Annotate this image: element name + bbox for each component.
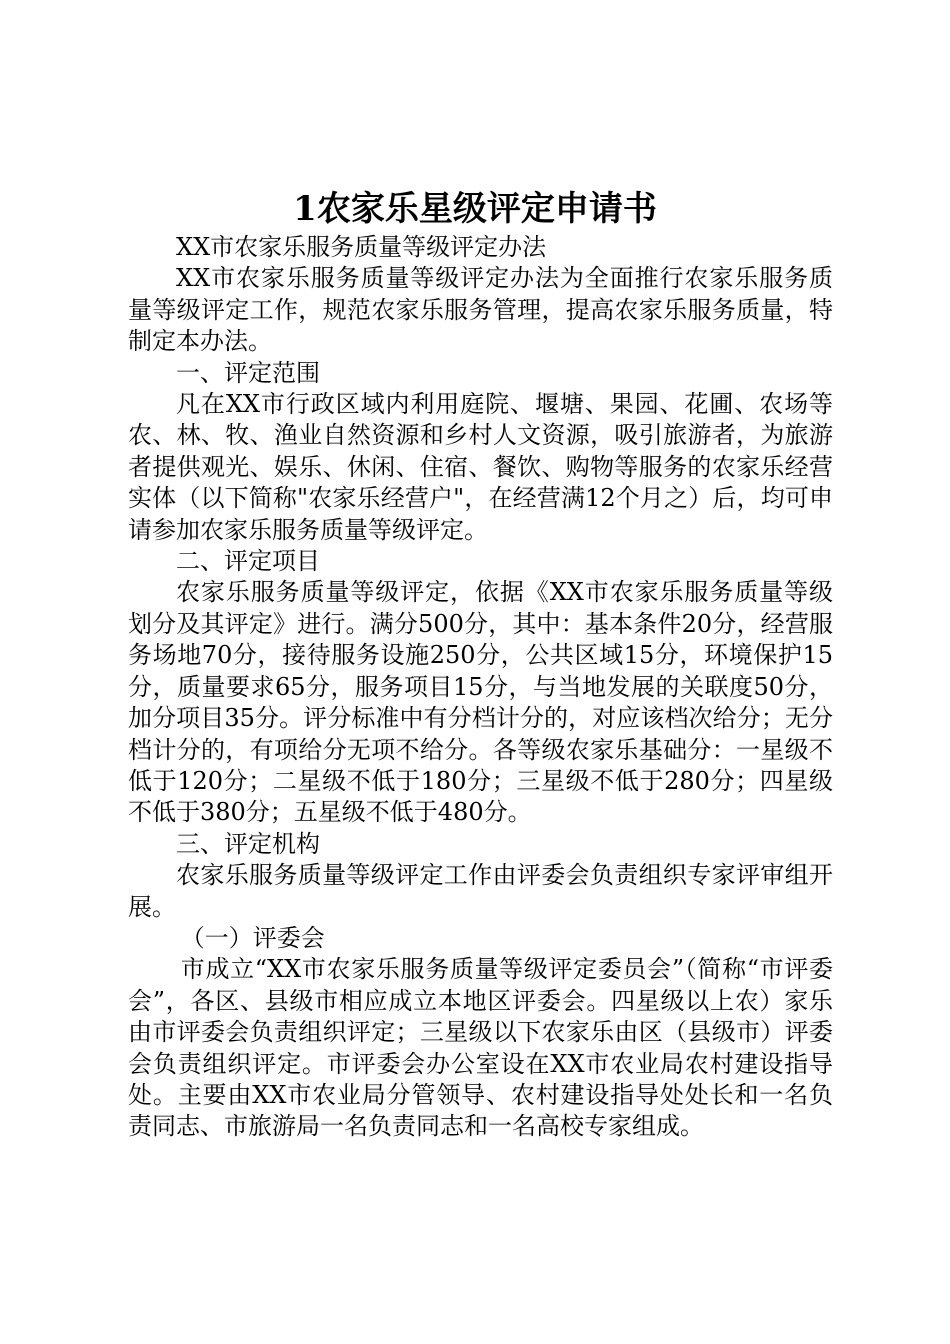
paragraph-items: 农家乐服务质量等级评定，依据《XX市农家乐服务质量等级划分及其评定》进行。满分500分，其中：基本条件20分，经营服务场地70分，接待服务设施250分，公共区域15分，环境保护15分，质量要求65分，服务项目15分，与当地发展的关联度50分，加分项目35分。评分标准中有分档计分的，对应该档次给分；无分档计分的，有项给分无项不给分。各等级农家乐基础分：一星级不低于120分；二星级不低于180分；三星级不低于280分；四星级不低于380分；五星级不低于480分。 (128, 578, 833, 827)
paragraph-committee: 市成立“XX市农家乐服务质量等级评定委员会”（简称“市评委会”，各区、县级市相应成立本地区评委会。四星级以上农）家乐由市评委会负责组织评定；三星级以下农家乐由区（县级市）评委会负责组织评定。市评委会办公室设在XX市农业局农村建设指导处。主要由XX市农业局分管领导、农村建设指导处处长和一名负责同志、市旅游局一名负责同志和一名高校专家组成。 (128, 955, 833, 1141)
section-heading-items: 二、评定项目 (176, 547, 320, 576)
subsection-heading-committee: （一）评委会 (180, 923, 325, 952)
paragraph-organization: 农家乐服务质量等级评定工作由评委会负责组织专家评审组开展。 (128, 861, 833, 921)
paragraph-heading: XX市农家乐服务质量等级评定办法 (176, 233, 547, 261)
paragraph-intro: XX市农家乐服务质量等级评定办法为全面推行农家乐服务质量等级评定工作，规范农家乐服务管理，提高农家乐服务质量，特制定本办法。 (128, 264, 833, 356)
document-body (128, 232, 833, 1143)
document-title: 1农家乐星级评定申请书 (293, 189, 657, 229)
section-heading-organization: 三、评定机构 (176, 829, 320, 858)
paragraph-scope: 凡在XX市行政区域内利用庭院、堰塘、果园、花圃、农场等农、林、牧、渔业自然资源和乡村人文资源，吸引旅游者，为旅游者提供观光、娱乐、休闲、住宿、餐饮、购物等服务的农家乐经营实体（以下简称"农家乐经营户"，在经营满12个月之）后，均可申请参加农家乐服务质量等级评定。 (128, 390, 833, 544)
section-heading-scope: 一、评定范围 (176, 358, 320, 387)
